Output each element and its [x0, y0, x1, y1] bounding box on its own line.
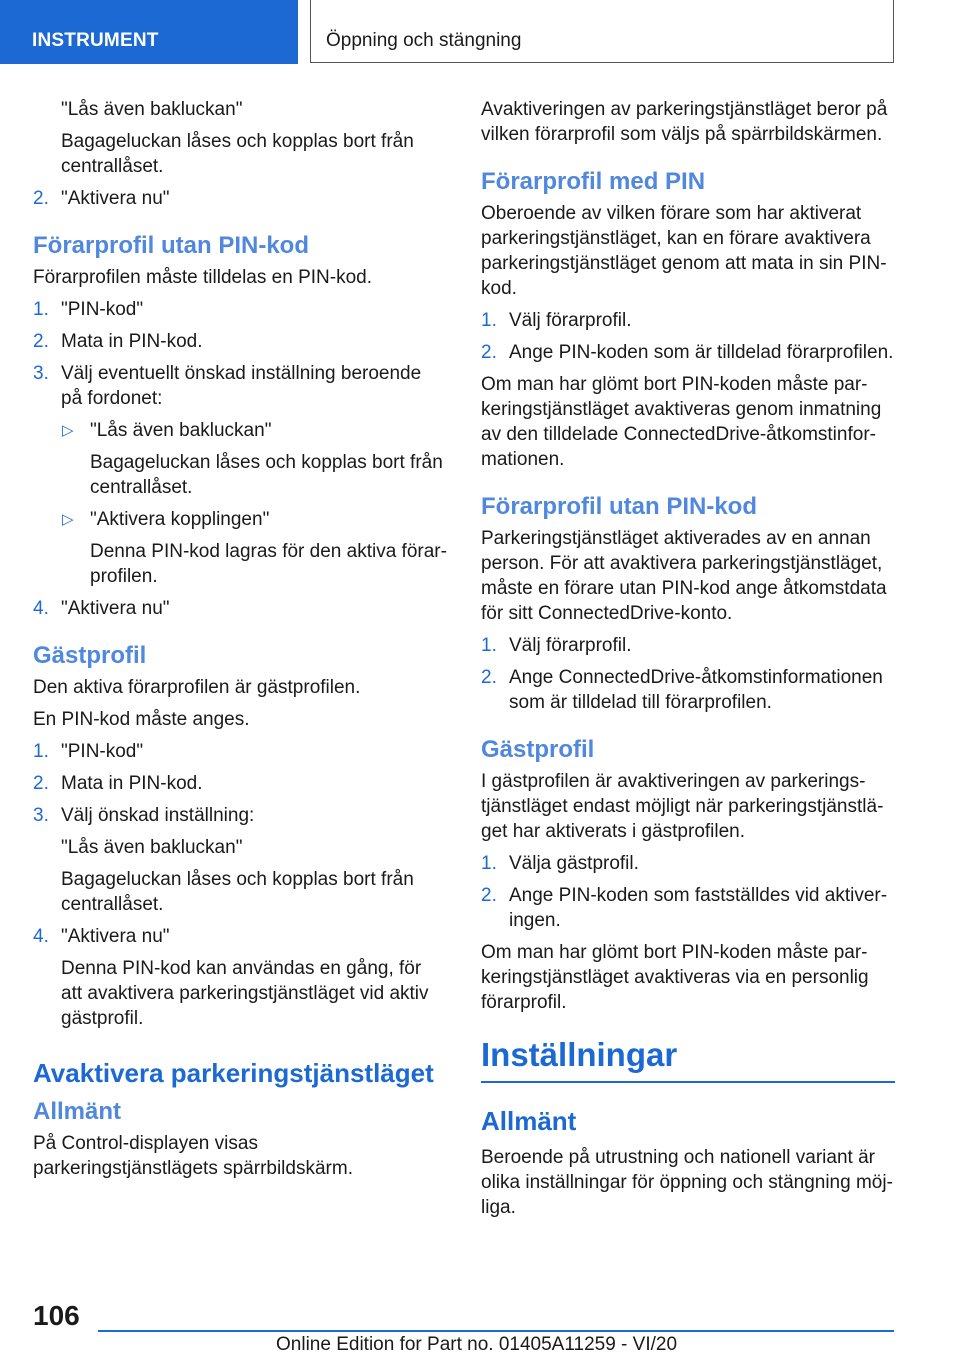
general-text: På Control-displayen visas parkeringstjänstlägets spärrbildskärm. [33, 1133, 353, 1179]
heading-settings: Inställningar [481, 1035, 895, 1083]
list-item [33, 771, 447, 796]
sub-option-desc: Bagageluckan låses och kopplas bort från centrallåset. [90, 452, 443, 498]
list-text: "PIN-kod" [61, 299, 144, 320]
list-item [33, 924, 447, 1031]
intro-option-desc: Bagageluckan låses och kopplas bort från centrallåset. [61, 131, 414, 177]
list-text: Välj önskad inställning: [61, 805, 255, 826]
list-text: "PIN-kod" [61, 741, 144, 762]
list-number: 2. [481, 667, 497, 688]
list-number: 2. [481, 885, 497, 906]
with-pin-forgot: Om man har glömt bort PIN-koden måste parkeringstjänstläget avaktiveras genom inmatning av den tilldelade ConnectedDrive-åtkomstinformationen. [481, 374, 882, 470]
list-text: Ange ConnectedDrive-åtkomstinformationen som är tilldelad till förarprofilen. [509, 667, 883, 713]
heading-guest: Gästprofil [481, 736, 595, 763]
list-item [481, 308, 895, 333]
sub-option-title: "Lås även bakluckan" [90, 420, 272, 441]
list-number: 3. [33, 363, 49, 384]
list-number: 4. [33, 926, 49, 947]
list-text: Ange PIN-koden som är tilldelad förarprofilen. [509, 342, 894, 363]
general-text: Beroende på utrustning och nationell variant är olika inställningar för öppning och stängning möjliga. [481, 1147, 893, 1218]
guest-text-1: Den aktiva förarprofilen är gästprofilen. [33, 677, 361, 698]
triangle-bullet-icon: ▷ [62, 422, 74, 439]
heading-general: Allmänt [481, 1106, 577, 1136]
list-number: 1. [33, 299, 49, 320]
list-number: 1. [481, 853, 497, 874]
left-column [33, 97, 447, 1188]
triangle-bullet-icon: ▷ [62, 511, 74, 528]
footer-edition: Online Edition for Part no. 01405A11259 - VI/20 [276, 1334, 678, 1355]
guest-text-2: En PIN-kod måste anges. [33, 709, 250, 730]
no-pin-text: Förarprofilen måste tilldelas en PIN-kod. [33, 267, 372, 288]
list-text: Välj förarprofil. [509, 635, 632, 656]
header-section-label: INSTRUMENT [32, 30, 159, 51]
no-pin-text: Parkeringstjänstläget aktiverades av en annan person. För att avaktivera parkeringstjänstläget, måste en förare utan PIN-kod ange åtkomstdata för sitt ConnectedDrive-konto. [481, 528, 887, 624]
option-desc: Denna PIN-kod kan användas en gång, för att avaktivera parkeringstjänstläget vid aktiv gästprofil. [61, 958, 429, 1029]
intro-text: Avaktiveringen av parkeringstjänstläget beror på vilken förarprofil som väljs på spärrbildskärmen. [481, 99, 888, 145]
list-text: Välja gästprofil. [509, 853, 639, 874]
list-item [481, 665, 895, 715]
heading-no-pin: Förarprofil utan PIN-kod [481, 493, 757, 520]
list-text: "Aktivera nu" [61, 188, 170, 209]
heading-general: Allmänt [33, 1098, 122, 1125]
list-item [33, 361, 447, 411]
list-text: Mata in PIN-kod. [61, 331, 203, 352]
guest-text: I gästprofilen är avaktiveringen av parkeringstjänstläget endast möjligt när parkeringstjänstläget har aktiverats i gästprofilen. [481, 771, 884, 842]
list-number: 4. [33, 598, 49, 619]
heading-with-pin: Förarprofil med PIN [481, 168, 706, 195]
list-number: 2. [33, 331, 49, 352]
list-item [33, 329, 447, 354]
list-item [481, 883, 895, 933]
list-number: 2. [481, 342, 497, 363]
list-text: Mata in PIN-kod. [61, 773, 203, 794]
option-desc: Bagageluckan låses och kopplas bort från centrallåset. [61, 869, 414, 915]
header-chapter-tab [310, 0, 894, 63]
list-item [33, 186, 447, 211]
list-number: 2. [33, 188, 49, 209]
list-number: 1. [33, 741, 49, 762]
list-number: 2. [33, 773, 49, 794]
header-section-tab [0, 0, 298, 64]
list-number: 1. [481, 310, 497, 331]
with-pin-text: Oberoende av vilken förare som har aktiverat parkeringstjänstläget, kan en förare avaktivera parkeringstjänstläget genom att mata in sin PIN-kod. [481, 203, 887, 299]
list-item [33, 596, 447, 621]
footer-divider [98, 1330, 894, 1332]
sub-option-title: "Aktivera kopplingen" [90, 509, 270, 530]
option-title: "Lås även bakluckan" [61, 837, 243, 858]
list-item [33, 297, 447, 322]
sub-list-item [33, 418, 447, 500]
page-number: 106 [33, 1300, 80, 1331]
sub-list-item [33, 507, 447, 589]
list-item [33, 739, 447, 764]
sub-option-desc: Denna PIN-kod lagras för den aktiva förarprofilen. [90, 541, 447, 587]
heading-deactivate: Avaktivera parkeringstjänstläget [33, 1058, 434, 1088]
list-number: 3. [33, 805, 49, 826]
list-text: "Aktivera nu" [61, 598, 170, 619]
list-item [481, 851, 895, 876]
heading-guest: Gästprofil [33, 642, 147, 669]
heading-no-pin: Förarprofil utan PIN-kod [33, 232, 309, 259]
list-item [481, 633, 895, 658]
list-item [33, 803, 447, 917]
list-text: Välj eventuellt önskad inställning beroende på fordonet: [61, 363, 422, 409]
list-item [481, 340, 895, 365]
list-text: Välj förarprofil. [509, 310, 632, 331]
intro-option-title: "Lås även bakluckan" [61, 99, 243, 120]
list-text: "Aktivera nu" [61, 926, 170, 947]
list-text: Ange PIN-koden som fastställdes vid aktiveringen. [509, 885, 888, 931]
guest-forgot: Om man har glömt bort PIN-koden måste parkeringstjänstläget avaktiveras via en personlig förarprofil. [481, 942, 869, 1013]
right-column [481, 97, 895, 1227]
list-number: 1. [481, 635, 497, 656]
header-chapter-label: Öppning och stängning [326, 30, 522, 51]
